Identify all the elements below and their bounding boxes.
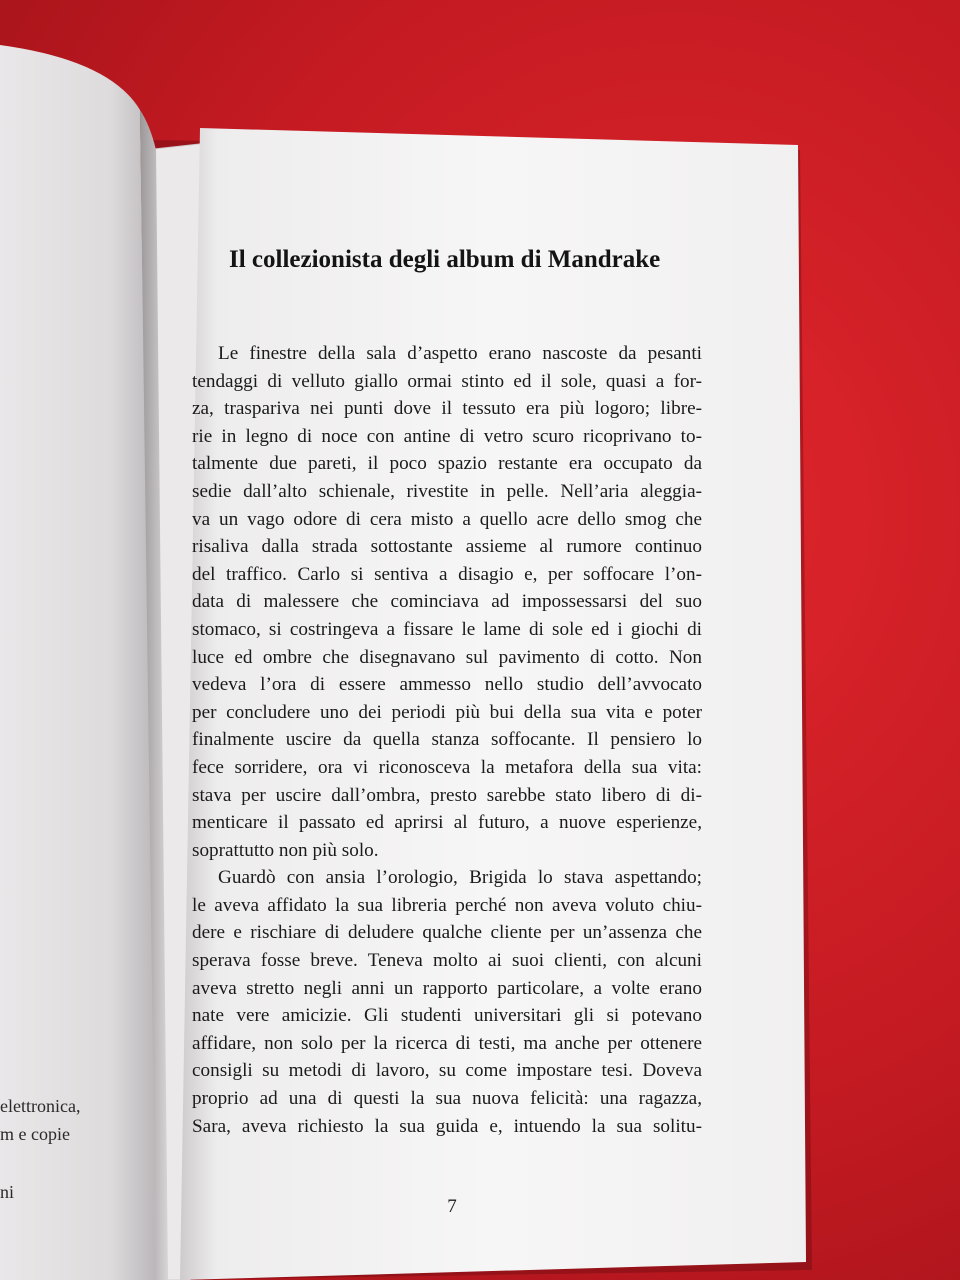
- text-line: proprio ad una di questi la sua nuova felicità: una ragazza,: [192, 1088, 702, 1110]
- text-line: consigli su metodi di lavoro, su come impostare tesi. Doveva: [192, 1060, 702, 1082]
- text-line: rie in legno di noce con antine di vetro scuro ricoprivano to-: [192, 425, 702, 447]
- text-line: vedeva l’ora di essere ammesso nello studio dell’avvocato: [192, 674, 702, 696]
- text-line: Sara, aveva richiesto la sua guida e, intuendo la sua solitu-: [192, 1115, 702, 1137]
- left-page-text-fragment: ni: [0, 1182, 15, 1202]
- text-line: per concludere uno dei periodi più bui della sua vita e poter: [192, 701, 702, 723]
- paragraph-2: [192, 864, 702, 1140]
- text-line: le aveva affidato la sua libreria perché non aveva voluto chiu-: [192, 894, 702, 916]
- text-line: sperava fosse breve. Teneva molto ai suoi clienti, con alcuni: [192, 950, 702, 972]
- chapter-title: Il collezionista degli album di Mandrake: [229, 246, 661, 273]
- text-line: Guardò con ansia l’orologio, Brigida lo stava aspettando;: [218, 867, 702, 889]
- left-page-text-fragment: m e copie: [0, 1124, 70, 1144]
- text-line: tendaggi di velluto giallo ormai stinto ed il sole, quasi a for-: [192, 370, 702, 392]
- text-line: finalmente uscire da quella stanza soffocante. Il pensiero lo: [192, 729, 702, 751]
- text-line: menticare il passato ed aprirsi al futuro, a nuove esperienze,: [192, 812, 702, 834]
- text-line: risaliva dalla strada sottostante assieme al rumore continuo: [192, 536, 702, 558]
- text-line: va un vago odore di cera misto a quello acre dello smog che: [192, 508, 702, 530]
- paragraph-1: [192, 340, 702, 864]
- text-line: sedie dall’alto schienale, rivestite in pelle. Nell’aria aleggia-: [192, 480, 702, 502]
- text-line: affidare, non solo per la ricerca di testi, ma anche per ottenere: [192, 1032, 702, 1054]
- text-line: aveva stretto negli anni un rapporto particolare, a volte erano: [192, 977, 702, 999]
- text-line: luce ed ombre che disegnavano sul pavimento di cotto. Non: [192, 646, 702, 668]
- text-line: data di malessere che cominciava ad impossessarsi del suo: [192, 591, 702, 613]
- text-line: soprattutto non più solo.: [192, 839, 379, 861]
- text-line: del traffico. Carlo si sentiva a disagio e, per soffocare l’on-: [192, 563, 702, 585]
- text-line: nate vere amicizie. Gli studenti universitari gli si potevano: [192, 1005, 702, 1027]
- body-text: [192, 340, 702, 1140]
- text-line: stava per uscire dall’ombra, presto sarebbe stato libero di di-: [192, 784, 702, 806]
- text-line: za, traspariva nei punti dove il tessuto era più logoro; libre-: [192, 398, 702, 420]
- text-line: stomaco, si costringeva a fissare le lame di sole ed i giochi di: [192, 618, 702, 640]
- text-line: dere e rischiare di deludere qualche cliente per un’assenza che: [192, 922, 702, 944]
- page-number: 7: [447, 1196, 457, 1217]
- text-line: Le finestre della sala d’aspetto erano nascoste da pesanti: [218, 343, 702, 364]
- text-line: talmente due pareti, il poco spazio restante era occupato da: [192, 453, 702, 475]
- text-line: fece sorridere, ora vi riconosceva la metafora della sua vita:: [192, 756, 702, 778]
- left-page-text-fragment: elettronica,: [0, 1096, 81, 1116]
